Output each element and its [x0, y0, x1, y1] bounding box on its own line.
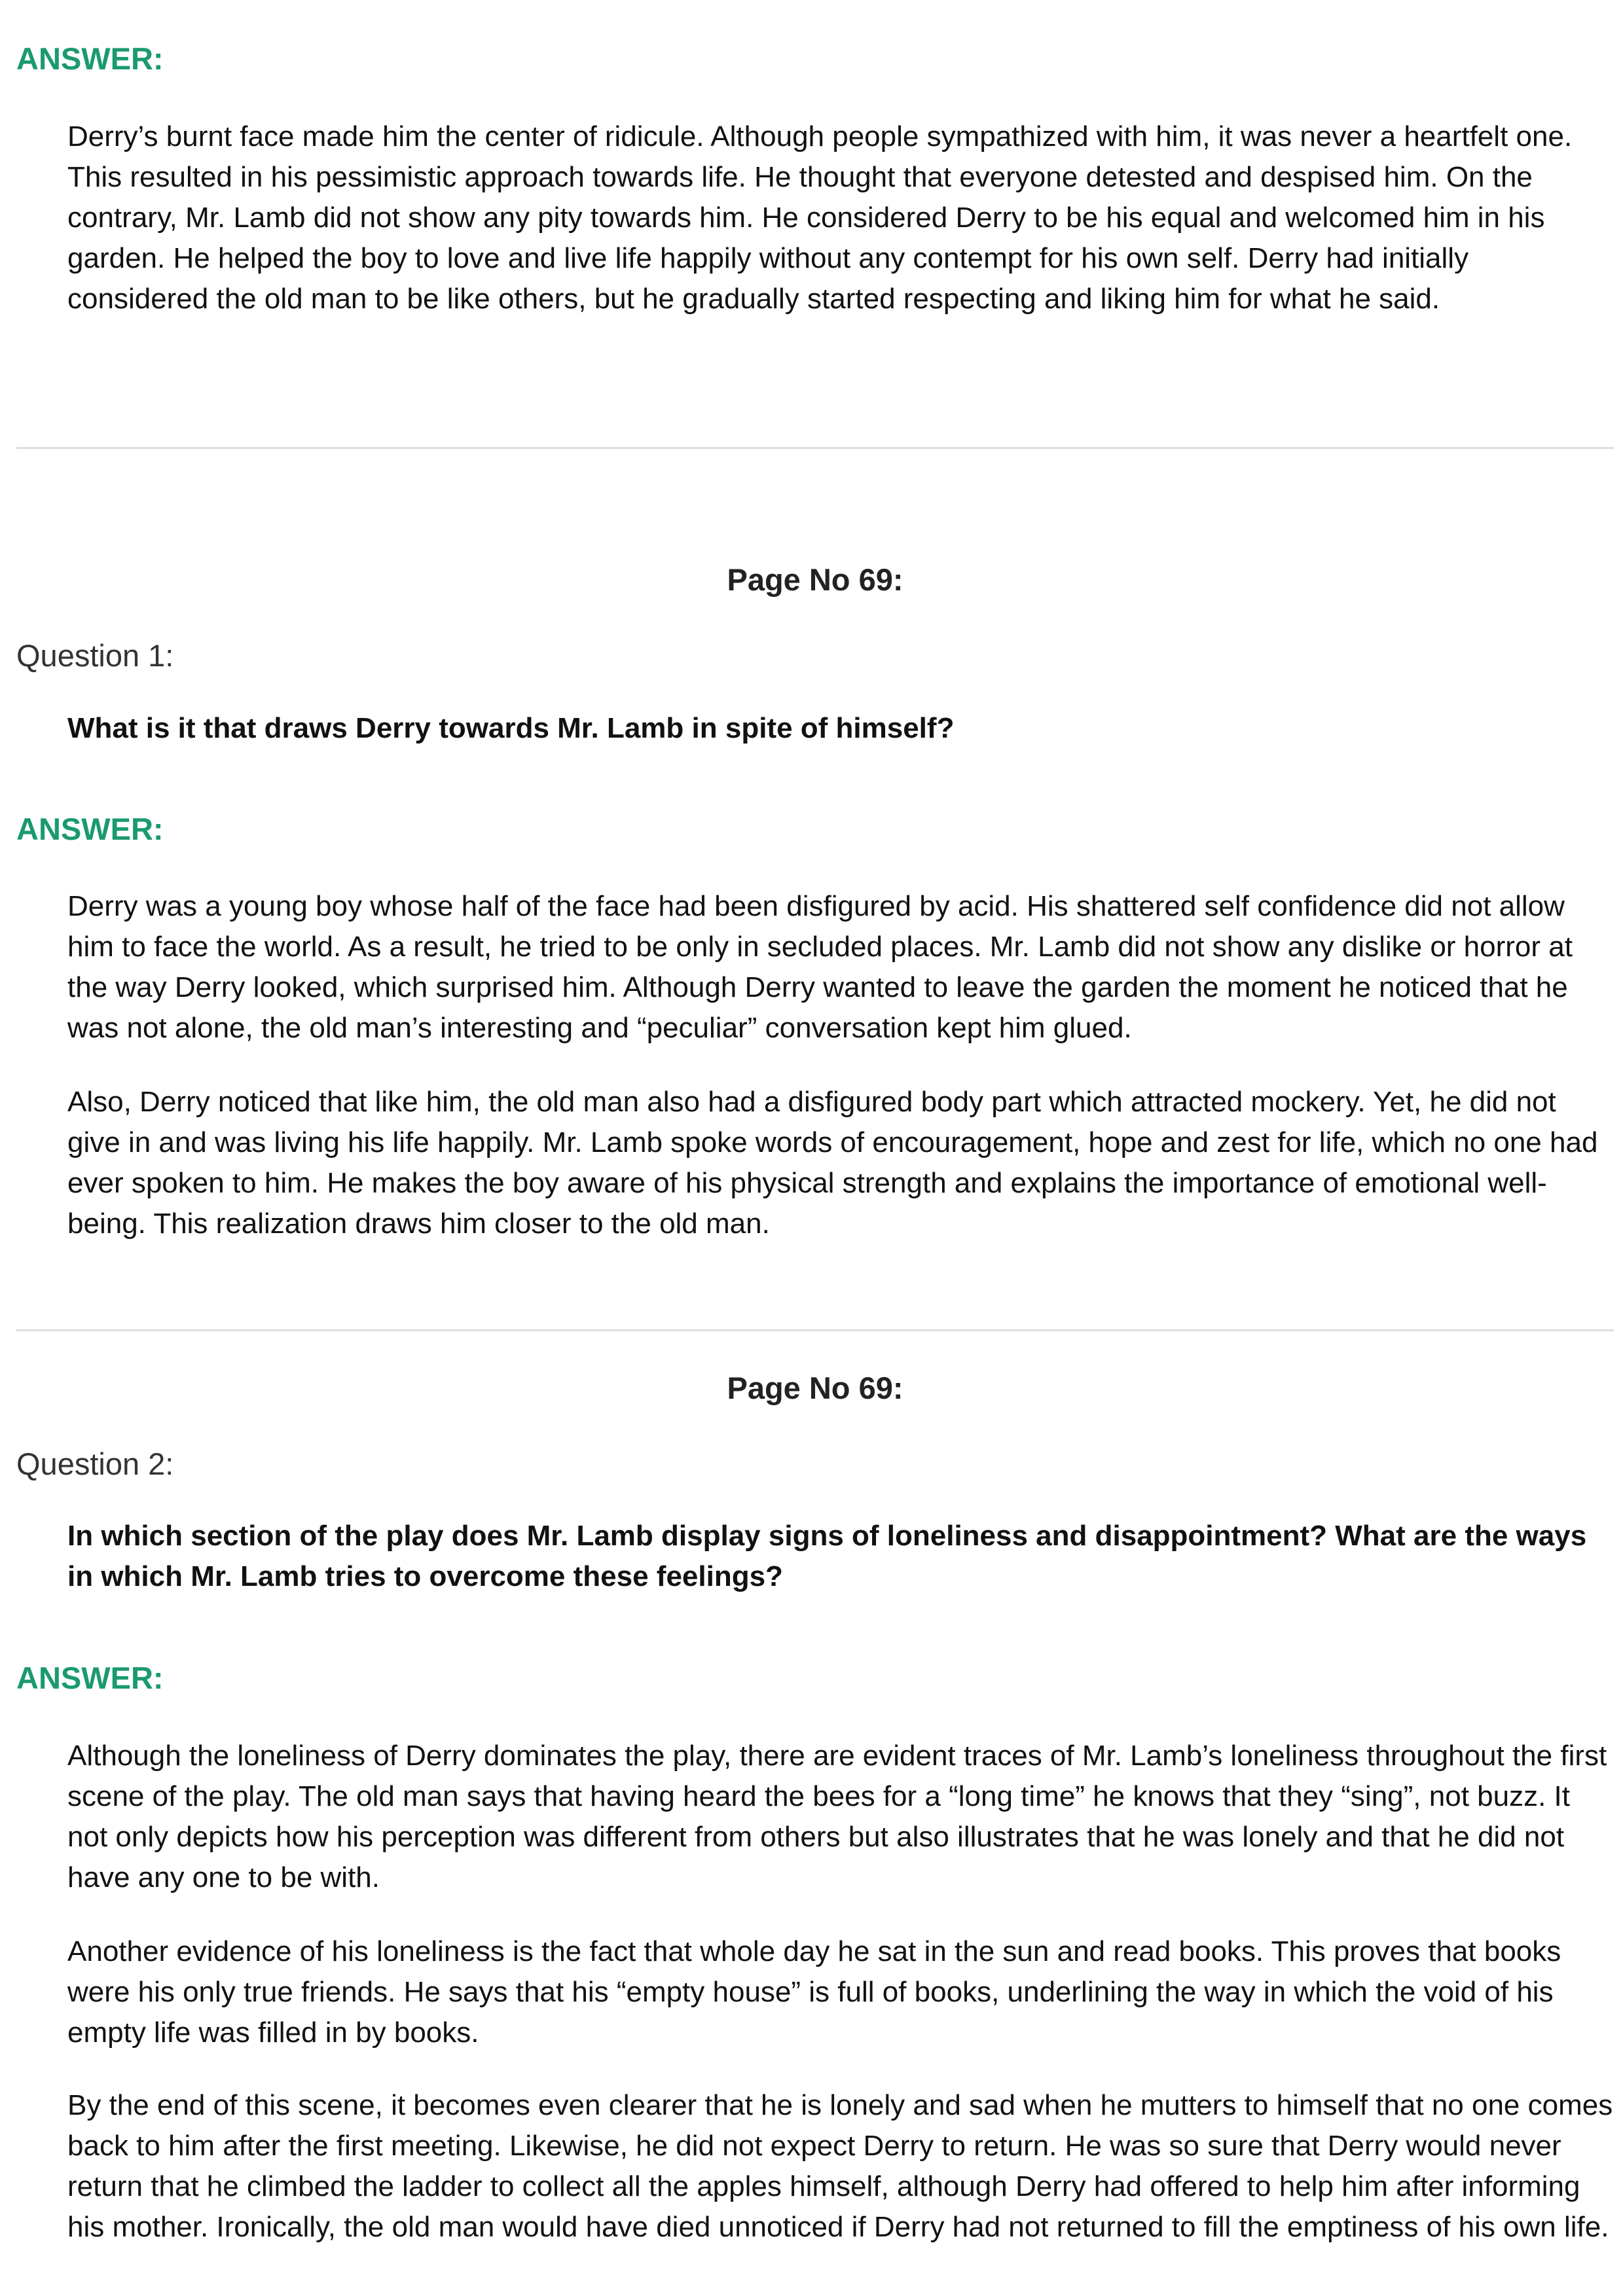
- answer-label: ANSWER:: [16, 41, 164, 76]
- question-text: In which section of the play does Mr. Lamb display signs of loneliness and disappointment? What are the ways in which Mr. Lamb tries to overcome these feelings?: [67, 1520, 1587, 1592]
- answer-paragraph: Also, Derry noticed that like him, the old man also had a disfigured body part which attracted mockery. Yet, he did not give in and was living his life happily. Mr. Lamb spoke words of encouragement, hope and zest for life, which no one had ever spoken to him. He makes the boy aware of his physical strength and explains the importance of emotional well-being. This realization draws him closer to the old man.: [67, 1086, 1598, 1240]
- section-divider: [16, 1329, 1614, 1331]
- section-divider: [16, 447, 1614, 449]
- answer-label: ANSWER:: [16, 1660, 164, 1695]
- question-label: Question 1:: [16, 638, 174, 673]
- answer-paragraph: Derry’s burnt face made him the center of ridicule. Although people sympathized with him, it was never a heartfelt one. This resulted in his pessimistic approach towards life. He thought that everyone detested and despised him. On the contrary, Mr. Lamb did not show any pity towards him. He considered Derry to be his equal and welcomed him in his garden. He helped the boy to love and live life happily without any contempt for his own self. Derry had initially considered the old man to be like others, but he gradually started respecting and liking him for what he said.: [67, 120, 1573, 315]
- page-number-heading: Page No 69:: [727, 1371, 903, 1405]
- answer-paragraph: Another evidence of his loneliness is the fact that whole day he sat in the sun and read books. This proves that books were his only true friends. He says that his “empty house” is full of books, underlining the way in which the void of his empty life was filled in by books.: [67, 1935, 1561, 2049]
- question-label: Question 2:: [16, 1446, 174, 1481]
- answer-paragraph: Derry was a young boy whose half of the face had been disfigured by acid. His shattered self confidence did not allow him to face the world. As a result, he tried to be only in secluded places. Mr. Lamb did not show any dislike or horror at the way Derry looked, which surprised him. Although Derry wanted to leave the garden the moment he noticed that he was not alone, the old man’s interesting and “peculiar” conversation kept him glued.: [67, 890, 1573, 1044]
- answer-paragraph: By the end of this scene, it becomes even clearer that he is lonely and sad when he mutters to himself that no one comes back to him after the first meeting. Likewise, he did not expect Derry to return. He was so sure that Derry would never return that he climbed the ladder to collect all the apples himself, although Derry had offered to help him after informing his mother. Ironically, the old man would have died unnoticed if Derry had not returned to fill the emptiness of his own life.: [67, 2089, 1613, 2243]
- page-number-heading: Page No 69:: [727, 562, 903, 597]
- answer-label: ANSWER:: [16, 812, 164, 846]
- answer-paragraph: Although the loneliness of Derry dominates the play, there are evident traces of Mr. Lamb’s loneliness throughout the first scene of the play. The old man says that having heard the bees for a “long time” he knows that they “sing”, not buzz. It not only depicts how his perception was different from others but also illustrates that he was lonely and that he did not have any one to be with.: [67, 1740, 1607, 1893]
- question-text: What is it that draws Derry towards Mr. Lamb in spite of himself?: [67, 712, 955, 744]
